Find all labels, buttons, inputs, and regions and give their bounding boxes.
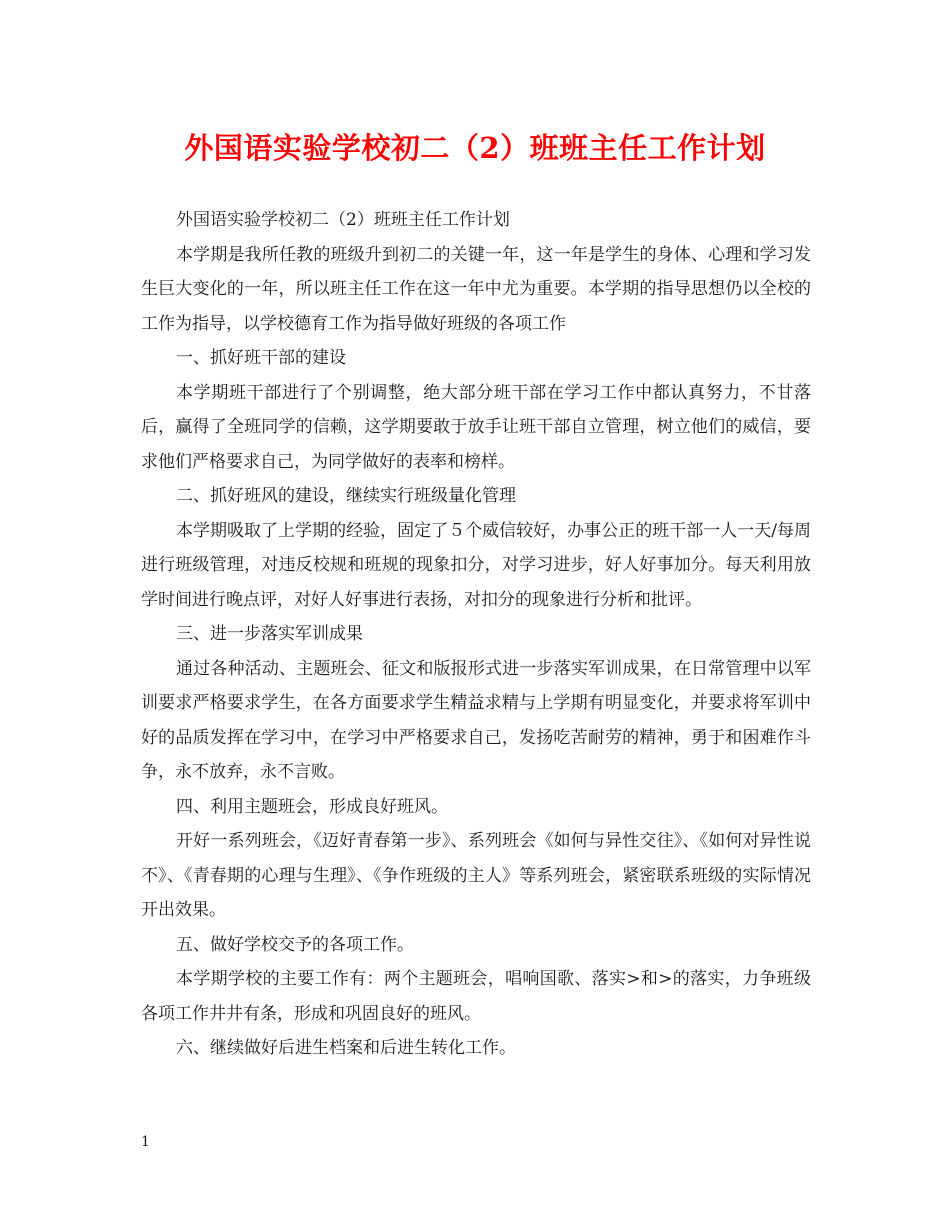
paragraph-section-4: 开好一系列班会，《迈好青春第一步》、系列班会《如何与异性交往》、《如何对异性说不》、《青春期的心理与生理》、《争作班级的主人》等系列班会，紧密联系班级的实际情况开出效果。 [141,831,811,920]
section-heading-3: 三、进一步落实军训成果 [176,624,363,644]
paragraph-section-5: 本学期学校的主要工作有：两个主题班会，唱响国歌、落实>和>的落实，力争班级各项工作井井有条，形成和巩固良好的班风。 [141,969,811,1024]
paragraph-section-1: 本学期班干部进行了个别调整，绝大部分班干部在学习工作中都认真努力，不甘落后，赢得了全班同学的信赖，这学期要敢于放手让班干部自立管理，树立他们的威信，要求他们严格要求自己，为同学做好的表率和榜样。 [141,382,811,472]
section-heading-2: 二、抓好班风的建设，继续实行班级量化管理 [176,486,516,506]
section-heading-5: 五、做好学校交予的各项工作。 [176,934,414,955]
paragraph-intro: 本学期是我所任教的班级升到初二的关键一年，这一年是学生的身体、心理和学习发生巨大变化的一年，所以班主任工作在这一年中尤为重要。本学期的指导思想仍以全校的工作为指导，以学校德育工作为指导做好班级的各项工作 [141,244,811,334]
section-heading-4: 四、利用主题班会，形成良好班风。 [176,796,448,817]
page-number: 1 [141,1134,150,1150]
paragraph-section-2: 本学期吸取了上学期的经验，固定了５个威信较好，办事公正的班干部一人一天/每周进行班级管理，对违反校规和班规的现象扣分，对学习进步，好人好事加分。每天利用放学时间进行晚点评，对好人好事进行表扬，对扣分的现象进行分析和批评。 [141,520,811,610]
document-title: 外国语实验学校初二（2）班班主任工作计划 [184,131,766,165]
paragraph-section-3: 通过各种活动、主题班会、征文和版报形式进一步落实军训成果，在日常管理中以军训要求严格要求学生，在各方面要求学生精益求精与上学期有明显变化，并要求将军训中好的品质发挥在学习中，在学习中严格要求自己，发扬吃苦耐劳的精神，勇于和困难作斗争，永不放弃，永不言败。 [141,658,811,782]
paragraph-subtitle: 外国语实验学校初二（2）班班主任工作计划 [176,210,510,230]
document-body [141,203,811,1066]
section-heading-6: 六、继续做好后进生档案和后进生转化工作。 [176,1038,516,1058]
section-heading-1: 一、抓好班干部的建设 [176,348,346,368]
